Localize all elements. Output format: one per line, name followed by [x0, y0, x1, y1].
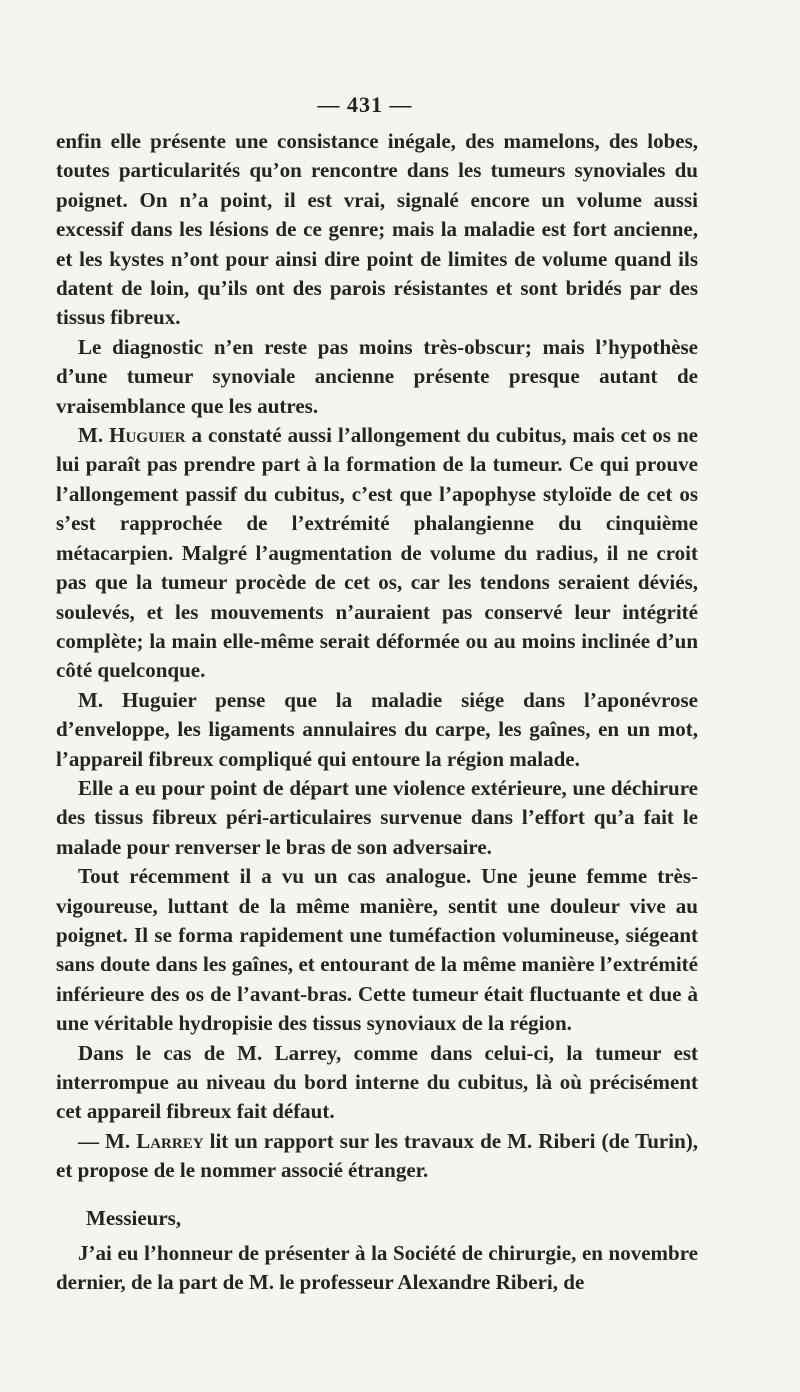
- paragraph-3-text: a constaté aussi l’allongement du cubitus, mais cet os ne lui paraît pas prendre part à la formation de la tumeur. Ce qui prouve l’allongement passif du cubitus, c’est que l’apophyse styloïde de cet os s’est rapprochée de l’extrémité phalangienne du cinquième métacarpien. Malgré l’augmentation de volume du radius, il ne croit pas que la tumeur procède de cet os, car les tendons seraient déviés, soulevés, et les mouvements n’auraient pas conservé leur intégrité complète; la main elle-même serait déformée ou au moins inclinée d’un côté quelconque.: [56, 423, 698, 683]
- paragraph-1: enfin elle présente une consistance inégale, des mamelons, des lobes, toutes particularités qu’on rencontre dans les tumeurs synoviales du poignet. On n’a point, il est vrai, signalé encore un volume aussi excessif dans les lésions de ce genre; mais la maladie est fort ancienne, et les kystes n’ont pour ainsi dire point de limites de volume quand ils datent de loin, qu’ils ont des parois résistantes et sont bridés par des tissus fibreux.: [56, 129, 698, 330]
- speaker-name-huguier: Huguier: [109, 423, 186, 448]
- speaker-name-larrey: Larrey: [136, 1128, 204, 1153]
- paragraph-6: Tout récemment il a vu un cas analogue. Une jeune femme très-vigoureuse, luttant de la même manière, sentit une douleur vive au poignet. Il se forma rapidement une tuméfaction volumineuse, siégeant sans doute dans les gaînes, et entourant de la même manière l’extrémité inférieure des os de l’avant-bras. Cette tumeur était fluctuante et due à une véritable hydropisie des tissus synoviaux de la région.: [56, 864, 698, 1036]
- paragraph-3: [56, 421, 698, 686]
- paragraph-3-prefix: M.: [78, 423, 110, 448]
- page-number: — 431 —: [317, 92, 413, 117]
- paragraph-8-prefix: — M.: [78, 1128, 137, 1153]
- paragraph-8-text: lit un rapport sur les travaux de M. Riberi (de Turin), et propose de le nommer associé étranger.: [56, 1128, 698, 1183]
- paragraph-2: Le diagnostic n’en reste pas moins très-obscur; mais l’hypothèse d’une tumeur synoviale ancienne présente presque autant de vraisemblance que les autres.: [56, 334, 698, 418]
- paragraph-7: Dans le cas de M. Larrey, comme dans celui-ci, la tumeur est interrompue au niveau du bord interne du cubitus, là où précisément cet appareil fibreux fait défaut.: [56, 1040, 698, 1124]
- body-text: [56, 127, 698, 1298]
- paragraph-5: Elle a eu pour point de départ une violence extérieure, une déchirure des tissus fibreux péri-articulaires survenue dans l’effort qu’a fait le malade pour renverser le bras de son adversaire.: [56, 775, 698, 859]
- paragraph-8: [56, 1127, 698, 1186]
- paragraph-4: M. Huguier pense que la maladie siége dans l’aponévrose d’enveloppe, les ligaments annulaires du carpe, les gaînes, en un mot, l’appareil fibreux compliqué qui entoure la région malade.: [56, 687, 698, 771]
- salutation: Messieurs,: [86, 1205, 182, 1230]
- paragraph-10: J’ai eu l’honneur de présenter à la Société de chirurgie, en novembre dernier, de la part de M. le professeur Alexandre Riberi, de: [56, 1241, 698, 1295]
